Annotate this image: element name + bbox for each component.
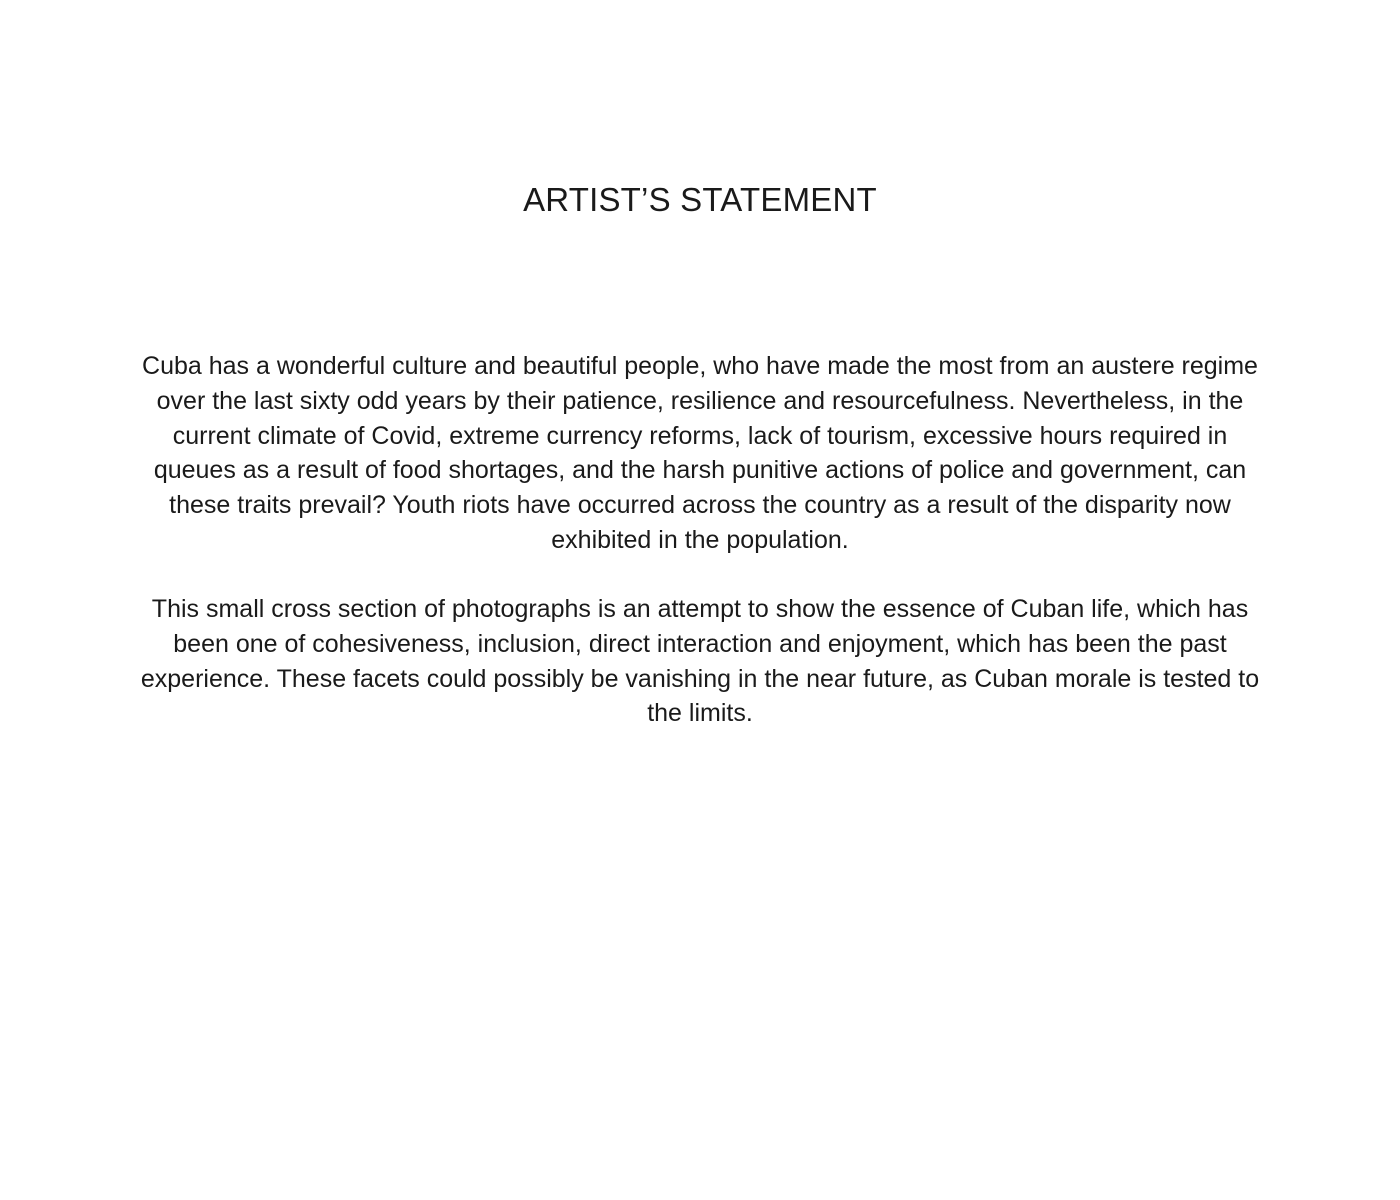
page-title: ARTIST’S STATEMENT — [523, 181, 877, 218]
paragraph-line: Cuba has a wonderful culture and beautiful people, who have made the most from an austere regime — [142, 352, 1258, 380]
paragraph-line: the limits. — [647, 699, 753, 728]
paragraph-line: over the last sixty odd years by their patience, resilience and resourcefulness. Nevertheless, in the — [156, 386, 1244, 415]
paragraph-line: been one of cohesiveness, inclusion, direct interaction and enjoyment, which has been the past — [173, 629, 1227, 658]
paragraph-line: exhibited in the population. — [551, 525, 849, 554]
paragraph-line: This small cross section of photographs is an attempt to show the essence of Cuban life, which has — [151, 595, 1249, 623]
statement-paragraph-1 — [90, 349, 1310, 558]
paragraph-line: current climate of Covid, extreme currency reforms, lack of tourism, excessive hours required in — [172, 421, 1228, 450]
statement-paragraph-2 — [90, 592, 1310, 731]
paragraph-line: these traits prevail? Youth riots have occurred across the country as a result of the disparity now — [169, 491, 1231, 520]
paragraph-line: experience. These facets could possibly be vanishing in the near future, as Cuban morale is tested to — [140, 664, 1260, 693]
paragraph-line: queues as a result of food shortages, and the harsh punitive actions of police and government, can — [153, 456, 1247, 485]
